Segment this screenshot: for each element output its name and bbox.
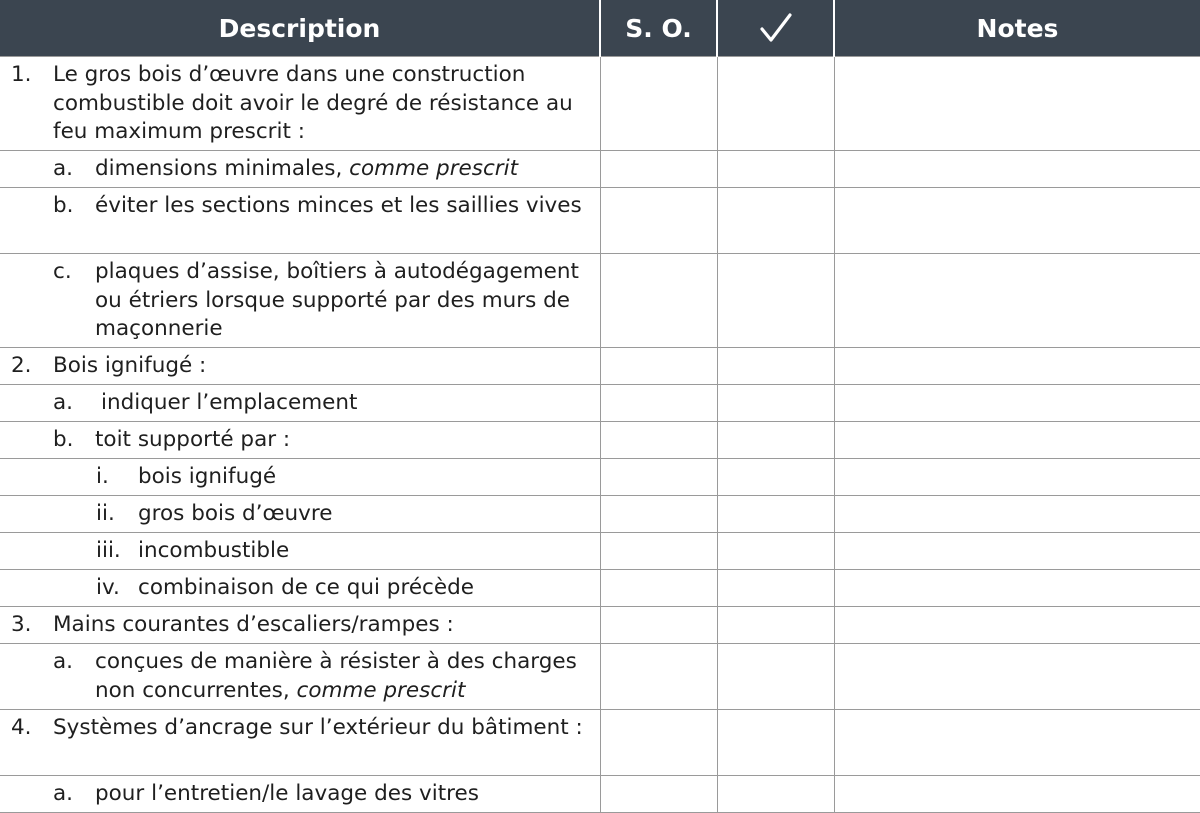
item-marker: ii. [96, 501, 115, 526]
description-cell [0, 533, 600, 570]
description-cell [0, 254, 600, 348]
notes-cell[interactable] [834, 57, 1200, 151]
table-row [0, 570, 1200, 607]
item-marker: b. [53, 193, 74, 218]
table-row [0, 607, 1200, 644]
notes-cell[interactable] [834, 776, 1200, 813]
check-cell[interactable] [717, 188, 834, 254]
notes-cell[interactable] [834, 607, 1200, 644]
check-cell[interactable] [717, 570, 834, 607]
item-text: dimensions minimales, [95, 156, 350, 181]
item-marker: iv. [96, 575, 120, 600]
notes-cell[interactable] [834, 644, 1200, 710]
description-cell [0, 570, 600, 607]
table-row [0, 533, 1200, 570]
check-cell[interactable] [717, 422, 834, 459]
checkmark-icon [759, 12, 793, 44]
so-cell[interactable] [600, 348, 717, 385]
table-row [0, 188, 1200, 254]
so-cell[interactable] [600, 422, 717, 459]
item-marker: i. [96, 464, 109, 489]
item-marker: a. [53, 390, 74, 415]
item-marker: 3. [11, 612, 32, 637]
item-text-emphasis: comme prescrit [296, 677, 466, 703]
notes-cell[interactable] [834, 385, 1200, 422]
so-cell[interactable] [600, 644, 717, 710]
item-text: Bois ignifugé : [53, 353, 207, 378]
item-text: incombustible [138, 538, 290, 563]
description-cell [0, 496, 600, 533]
description-cell [0, 151, 600, 188]
notes-cell[interactable] [834, 496, 1200, 533]
check-cell[interactable] [717, 776, 834, 813]
item-marker: iii. [96, 538, 121, 563]
notes-cell[interactable] [834, 459, 1200, 496]
item-marker: a. [53, 649, 74, 674]
notes-cell[interactable] [834, 254, 1200, 348]
item-text-emphasis: comme prescrit [349, 156, 519, 181]
so-cell[interactable] [600, 459, 717, 496]
description-cell [0, 348, 600, 385]
table-row [0, 385, 1200, 422]
so-cell[interactable] [600, 570, 717, 607]
item-text: éviter les sections minces et les saillies vives [95, 193, 582, 218]
description-cell [0, 188, 600, 254]
table-row [0, 644, 1200, 710]
item-text: toit supporté par : [95, 427, 291, 452]
item-text: Le gros bois d’œuvre dans une construction combustible doit avoir le degré de résistance au feu maximum prescrit : [53, 62, 573, 144]
check-cell[interactable] [717, 533, 834, 570]
item-text: combinaison de ce qui précède [138, 575, 474, 600]
notes-cell[interactable] [834, 151, 1200, 188]
table-row [0, 710, 1200, 776]
description-cell [0, 607, 600, 644]
check-cell[interactable] [717, 496, 834, 533]
check-cell[interactable] [717, 254, 834, 348]
table-row [0, 459, 1200, 496]
check-cell[interactable] [717, 459, 834, 496]
check-cell[interactable] [717, 607, 834, 644]
item-marker: 2. [11, 353, 32, 378]
table-row [0, 254, 1200, 348]
description-cell [0, 776, 600, 813]
notes-header: Notes [834, 0, 1200, 57]
description-cell [0, 644, 600, 710]
so-cell[interactable] [600, 57, 717, 151]
so-cell[interactable] [600, 188, 717, 254]
table-row [0, 348, 1200, 385]
check-cell[interactable] [717, 57, 834, 151]
item-text: bois ignifugé [138, 464, 277, 489]
table-row [0, 776, 1200, 813]
notes-cell[interactable] [834, 188, 1200, 254]
so-cell[interactable] [600, 776, 717, 813]
table-row [0, 496, 1200, 533]
check-cell[interactable] [717, 151, 834, 188]
item-marker: b. [53, 427, 74, 452]
description-cell [0, 385, 600, 422]
so-cell[interactable] [600, 151, 717, 188]
check-cell[interactable] [717, 644, 834, 710]
item-text: gros bois d’œuvre [138, 501, 333, 526]
item-text: conçues de manière à résister à des charges non concurrentes, [95, 649, 577, 703]
check-cell[interactable] [717, 710, 834, 776]
so-cell[interactable] [600, 607, 717, 644]
description-cell [0, 422, 600, 459]
item-marker: 1. [11, 62, 32, 87]
description-cell [0, 459, 600, 496]
notes-cell[interactable] [834, 533, 1200, 570]
notes-cell[interactable] [834, 710, 1200, 776]
check-cell[interactable] [717, 385, 834, 422]
description-cell [0, 710, 600, 776]
description-header: Description [0, 0, 600, 57]
so-cell[interactable] [600, 710, 717, 776]
description-cell [0, 57, 600, 151]
so-cell[interactable] [600, 533, 717, 570]
table-row [0, 422, 1200, 459]
item-text: plaques d’assise, boîtiers à autodégagement ou étriers lorsque supporté par des murs de maçonnerie [95, 259, 579, 341]
item-text: Systèmes d’ancrage sur l’extérieur du bâtiment : [53, 715, 583, 740]
item-text: Mains courantes d’escaliers/rampes : [53, 612, 454, 637]
so-cell[interactable] [600, 385, 717, 422]
table-row [0, 151, 1200, 188]
notes-cell[interactable] [834, 348, 1200, 385]
item-marker: a. [53, 156, 74, 181]
notes-cell[interactable] [834, 570, 1200, 607]
item-marker: c. [53, 259, 72, 284]
so-cell[interactable] [600, 496, 717, 533]
item-text: indiquer l’emplacement [101, 390, 358, 415]
header-row [0, 0, 1200, 57]
item-text: pour l’entretien/le lavage des vitres [95, 781, 479, 806]
check-cell[interactable] [717, 348, 834, 385]
so-cell[interactable] [600, 254, 717, 348]
table-row [0, 57, 1200, 151]
so-header: S. O. [600, 0, 717, 57]
notes-cell[interactable] [834, 422, 1200, 459]
check-header [717, 0, 834, 57]
item-marker: 4. [11, 715, 32, 740]
item-marker: a. [53, 781, 74, 806]
